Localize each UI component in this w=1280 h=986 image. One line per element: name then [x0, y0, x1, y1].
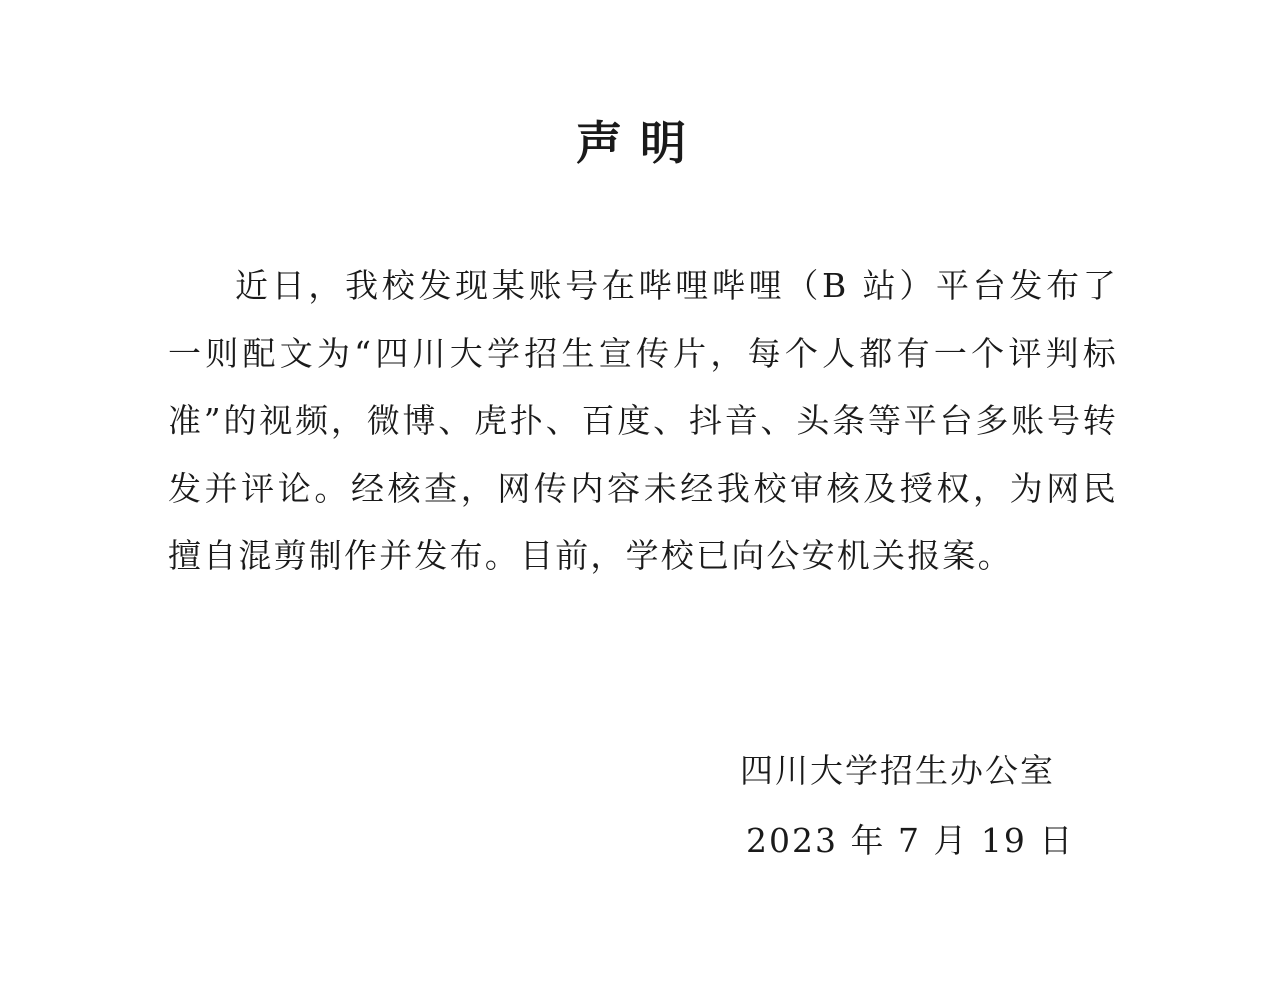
signature-block: [740, 740, 1074, 872]
statement-paragraph: 近日，我校发现某账号在哔哩哔哩（B 站）平台发布了一则配文为“四川大学招生宣传片，每个人都有一个评判标准”的视频，微博、虎扑、百度、抖音、头条等平台多账号转发并评论。经核查，网传内容未经我校审核及授权，为网民擅自混剪制作并发布。目前，学校已向公安机关报案。: [168, 266, 1118, 575]
document-title: 声明: [576, 116, 704, 170]
issuing-organization: 四川大学招生办公室: [740, 751, 1055, 790]
issue-date: 2023 年 7 月 19 日: [746, 821, 1075, 860]
